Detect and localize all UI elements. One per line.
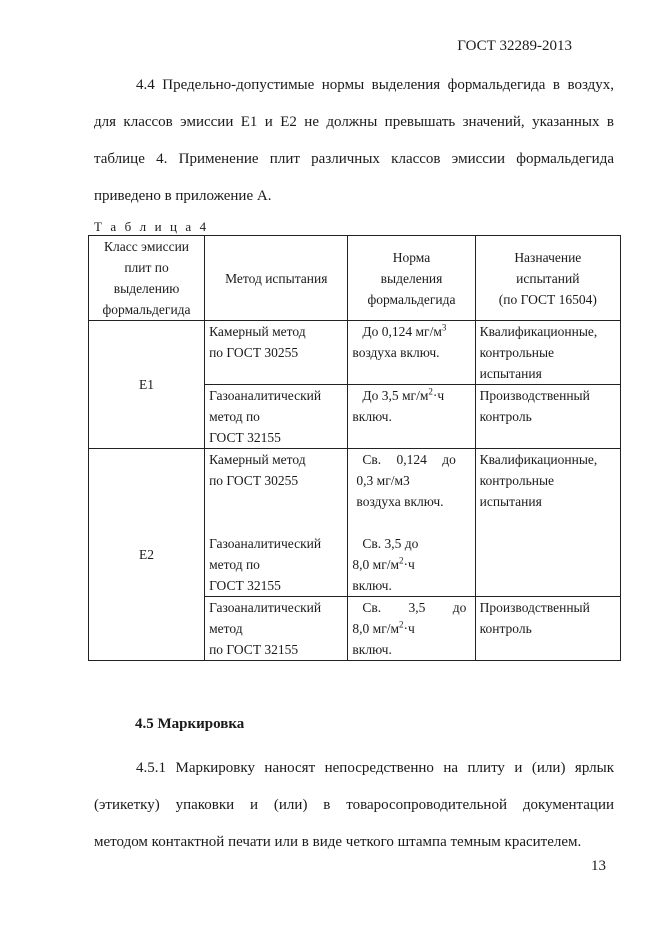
cell-text: ·ч (403, 557, 415, 572)
norm-cell (348, 597, 475, 661)
cell-text: метод (209, 621, 243, 636)
class-cell-e2: E2 (89, 449, 205, 661)
cell-text (352, 618, 470, 639)
cell-text: Производственный (479, 600, 590, 615)
paragraph-line: для классов эмиссии E1 и E2 не должны превышать значений, указанных в (94, 114, 614, 130)
cell-text: контроль (479, 409, 532, 424)
purpose-cell (475, 449, 620, 597)
norm-cell (348, 321, 475, 385)
header-text: формальдегида (102, 302, 191, 317)
header-text: Метод испытания (225, 270, 328, 286)
cell-text: метод по (209, 409, 260, 424)
table-header-row (89, 236, 621, 321)
spacer (209, 512, 343, 533)
table-row (89, 321, 621, 385)
cell-text: контрольные (479, 473, 555, 488)
method-cell (205, 597, 348, 661)
cell-text: Св. 3,5 до (362, 536, 419, 551)
table-row (89, 449, 621, 597)
purpose-cell (475, 597, 620, 661)
header-text: Назначение (514, 249, 582, 265)
superscript: 3 (441, 322, 447, 333)
cell-text: по ГОСТ 32155 (209, 642, 299, 657)
header-text: выделению (113, 281, 180, 296)
cell-text: Св. 3,5 до (362, 600, 467, 615)
header-text: плит по (124, 260, 169, 275)
cell-text: 8,0 мг/м (352, 557, 400, 572)
document-id-header: ГОСТ 32289-2013 (457, 38, 572, 54)
cell-text: До 0,124 мг/м (362, 324, 442, 339)
cell-text: включ. (352, 642, 392, 657)
header-test-method (205, 236, 348, 321)
header-text: выделения (380, 270, 443, 286)
cell-text: контроль (479, 621, 532, 636)
cell-text: Квалификационные, (479, 452, 598, 467)
norm-cell (348, 385, 475, 449)
paragraph-line: методом контактной печати или в виде четкого штампа темным красителем. (94, 834, 582, 850)
norm-cell (348, 449, 475, 597)
header-text: испытаний (516, 270, 580, 286)
paragraph-line: 4.5.1 Маркировку наносят непосредственно на плиту и (или) ярлык (136, 760, 614, 776)
purpose-cell (475, 321, 620, 385)
cell-text: Газоаналитический (209, 536, 322, 551)
cell-text: ·ч (403, 621, 415, 636)
cell-text (352, 385, 470, 406)
header-purpose (475, 236, 620, 321)
paragraph-4-4 (94, 67, 614, 215)
section-heading: 4.5 Маркировка (135, 716, 245, 732)
superscript: 2 (399, 555, 404, 566)
spacer (352, 512, 470, 533)
cell-text: включ. (352, 578, 392, 593)
method-cell (205, 385, 348, 449)
purpose-cell (475, 385, 620, 449)
cell-text: Св. 0,124 до (362, 452, 456, 467)
cell-text: Камерный метод (209, 452, 306, 467)
cell-text: ГОСТ 32155 (209, 430, 281, 445)
cell-text: по ГОСТ 30255 (209, 345, 299, 360)
method-cell (205, 449, 348, 597)
cell-text: метод по (209, 557, 260, 572)
table-caption: Т а б л и ц а 4 (94, 219, 209, 234)
cell-text: испытания (479, 494, 542, 509)
cell-text: испытания (479, 366, 542, 381)
method-cell (205, 321, 348, 385)
paragraph-line: (этикетку) упаковки и (или) в товаросопроводительной документации (94, 797, 614, 813)
cell-text: 8,0 мг/м (352, 621, 400, 636)
header-text: Класс эмиссии (104, 239, 190, 254)
cell-text: 0,3 мг/м3 (356, 473, 410, 488)
cell-text: воздуха включ. (356, 494, 444, 509)
cell-text: До 3,5 мг/м (362, 388, 429, 403)
cell-text (352, 554, 470, 575)
header-text: Норма (392, 249, 431, 265)
cell-text (352, 321, 470, 342)
superscript: 2 (399, 619, 404, 630)
cell-text: ·ч (432, 388, 445, 403)
cell-text: ГОСТ 32155 (209, 578, 281, 593)
cell-text: Камерный метод (209, 324, 306, 339)
cell-text: включ. (352, 409, 392, 424)
paragraph-line: приведено в приложение A. (94, 188, 272, 204)
cell-text: воздуха включ. (352, 345, 440, 360)
cell-text: Производственный (479, 388, 590, 403)
class-cell-e1: E1 (89, 321, 205, 449)
spacer (209, 491, 343, 512)
cell-text: Газоаналитический (209, 600, 322, 615)
paragraph-4-5-1 (94, 750, 614, 861)
superscript: 2 (428, 386, 433, 397)
header-text: (по ГОСТ 16504) (498, 291, 597, 307)
cell-text: контрольные (479, 345, 555, 360)
header-emission-class (89, 236, 205, 321)
paragraph-line: таблице 4. Применение плит различных классов эмиссии формальдегида (94, 151, 614, 167)
cell-text: Квалификационные, (479, 324, 598, 339)
cell-text: по ГОСТ 30255 (209, 473, 299, 488)
emission-norms-table (88, 235, 621, 661)
header-text: формальдегида (367, 291, 456, 307)
header-norm (348, 236, 475, 321)
paragraph-line: 4.4 Предельно-допустимые нормы выделения формальдегида в воздух, (136, 77, 614, 93)
cell-text: Газоаналитический (209, 388, 322, 403)
page-number: 13 (591, 858, 606, 874)
